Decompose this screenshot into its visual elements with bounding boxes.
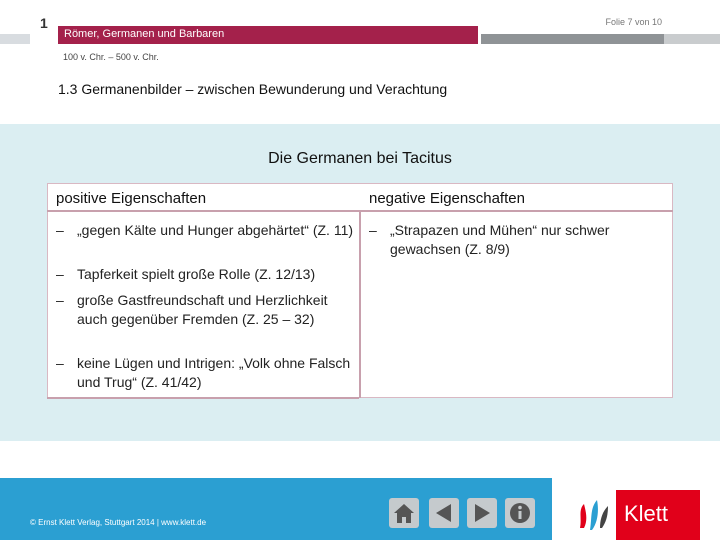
bullet-dash: –	[56, 355, 64, 371]
klett-clover-icon	[570, 490, 615, 540]
klett-logo	[616, 490, 700, 540]
table-column-divider	[359, 212, 361, 398]
previous-button[interactable]	[429, 498, 459, 528]
bullet-dash: –	[56, 222, 64, 238]
table-bottom-divider	[47, 397, 359, 399]
list-item-text: große Gastfreundschaft und Herzlichkeit auch gegenüber Fremden (Z. 25 – 32)	[77, 292, 328, 327]
column-header-negative: negative Eigenschaften	[369, 190, 525, 207]
chapter-title: Römer, Germanen und Barbaren	[64, 28, 225, 40]
list-item	[56, 221, 356, 261]
slide-counter: Folie 7 von 10	[605, 17, 662, 27]
chapter-number: 1	[40, 15, 48, 31]
logo-text: Klett	[624, 501, 669, 526]
info-icon	[505, 498, 535, 528]
list-item-text: „gegen Kälte und Hunger abgehärtet“ (Z. 11)	[77, 222, 354, 238]
bullet-dash: –	[369, 222, 377, 238]
header-left-strip	[0, 34, 30, 44]
list-item-text: Tapferkeit spielt große Rolle (Z. 12/13)	[77, 266, 316, 282]
info-button[interactable]	[505, 498, 535, 528]
date-range: 100 v. Chr. – 500 v. Chr.	[63, 52, 159, 62]
home-button[interactable]	[389, 498, 419, 528]
list-item-text: „Strapazen und Mühen“ nur schwer gewachsen (Z. 8/9)	[390, 222, 610, 257]
klett-logo-mark	[570, 490, 615, 540]
bullet-dash: –	[56, 292, 64, 308]
list-item	[56, 265, 356, 285]
header-progress-strip	[481, 34, 664, 44]
copyright-text: © Ernst Klett Verlag, Stuttgart 2014 | www.klett.de	[30, 518, 207, 527]
home-icon	[389, 498, 419, 528]
list-item	[56, 291, 356, 351]
bullet-dash: –	[56, 266, 64, 282]
next-button[interactable]	[467, 498, 497, 528]
list-item-text: keine Lügen und Intrigen: „Volk ohne Falsch und Trug“ (Z. 41/42)	[77, 355, 351, 390]
content-heading: Die Germanen bei Tacitus	[268, 150, 452, 167]
chapter-title-bar	[58, 26, 478, 44]
prev-arrow-icon	[429, 498, 459, 528]
column-header-positive: positive Eigenschaften	[56, 190, 207, 207]
section-title: 1.3 Germanenbilder – zwischen Bewunderung und Verachtung	[58, 81, 448, 97]
list-item	[56, 354, 356, 394]
list-item	[369, 221, 669, 261]
next-arrow-icon	[467, 498, 497, 528]
